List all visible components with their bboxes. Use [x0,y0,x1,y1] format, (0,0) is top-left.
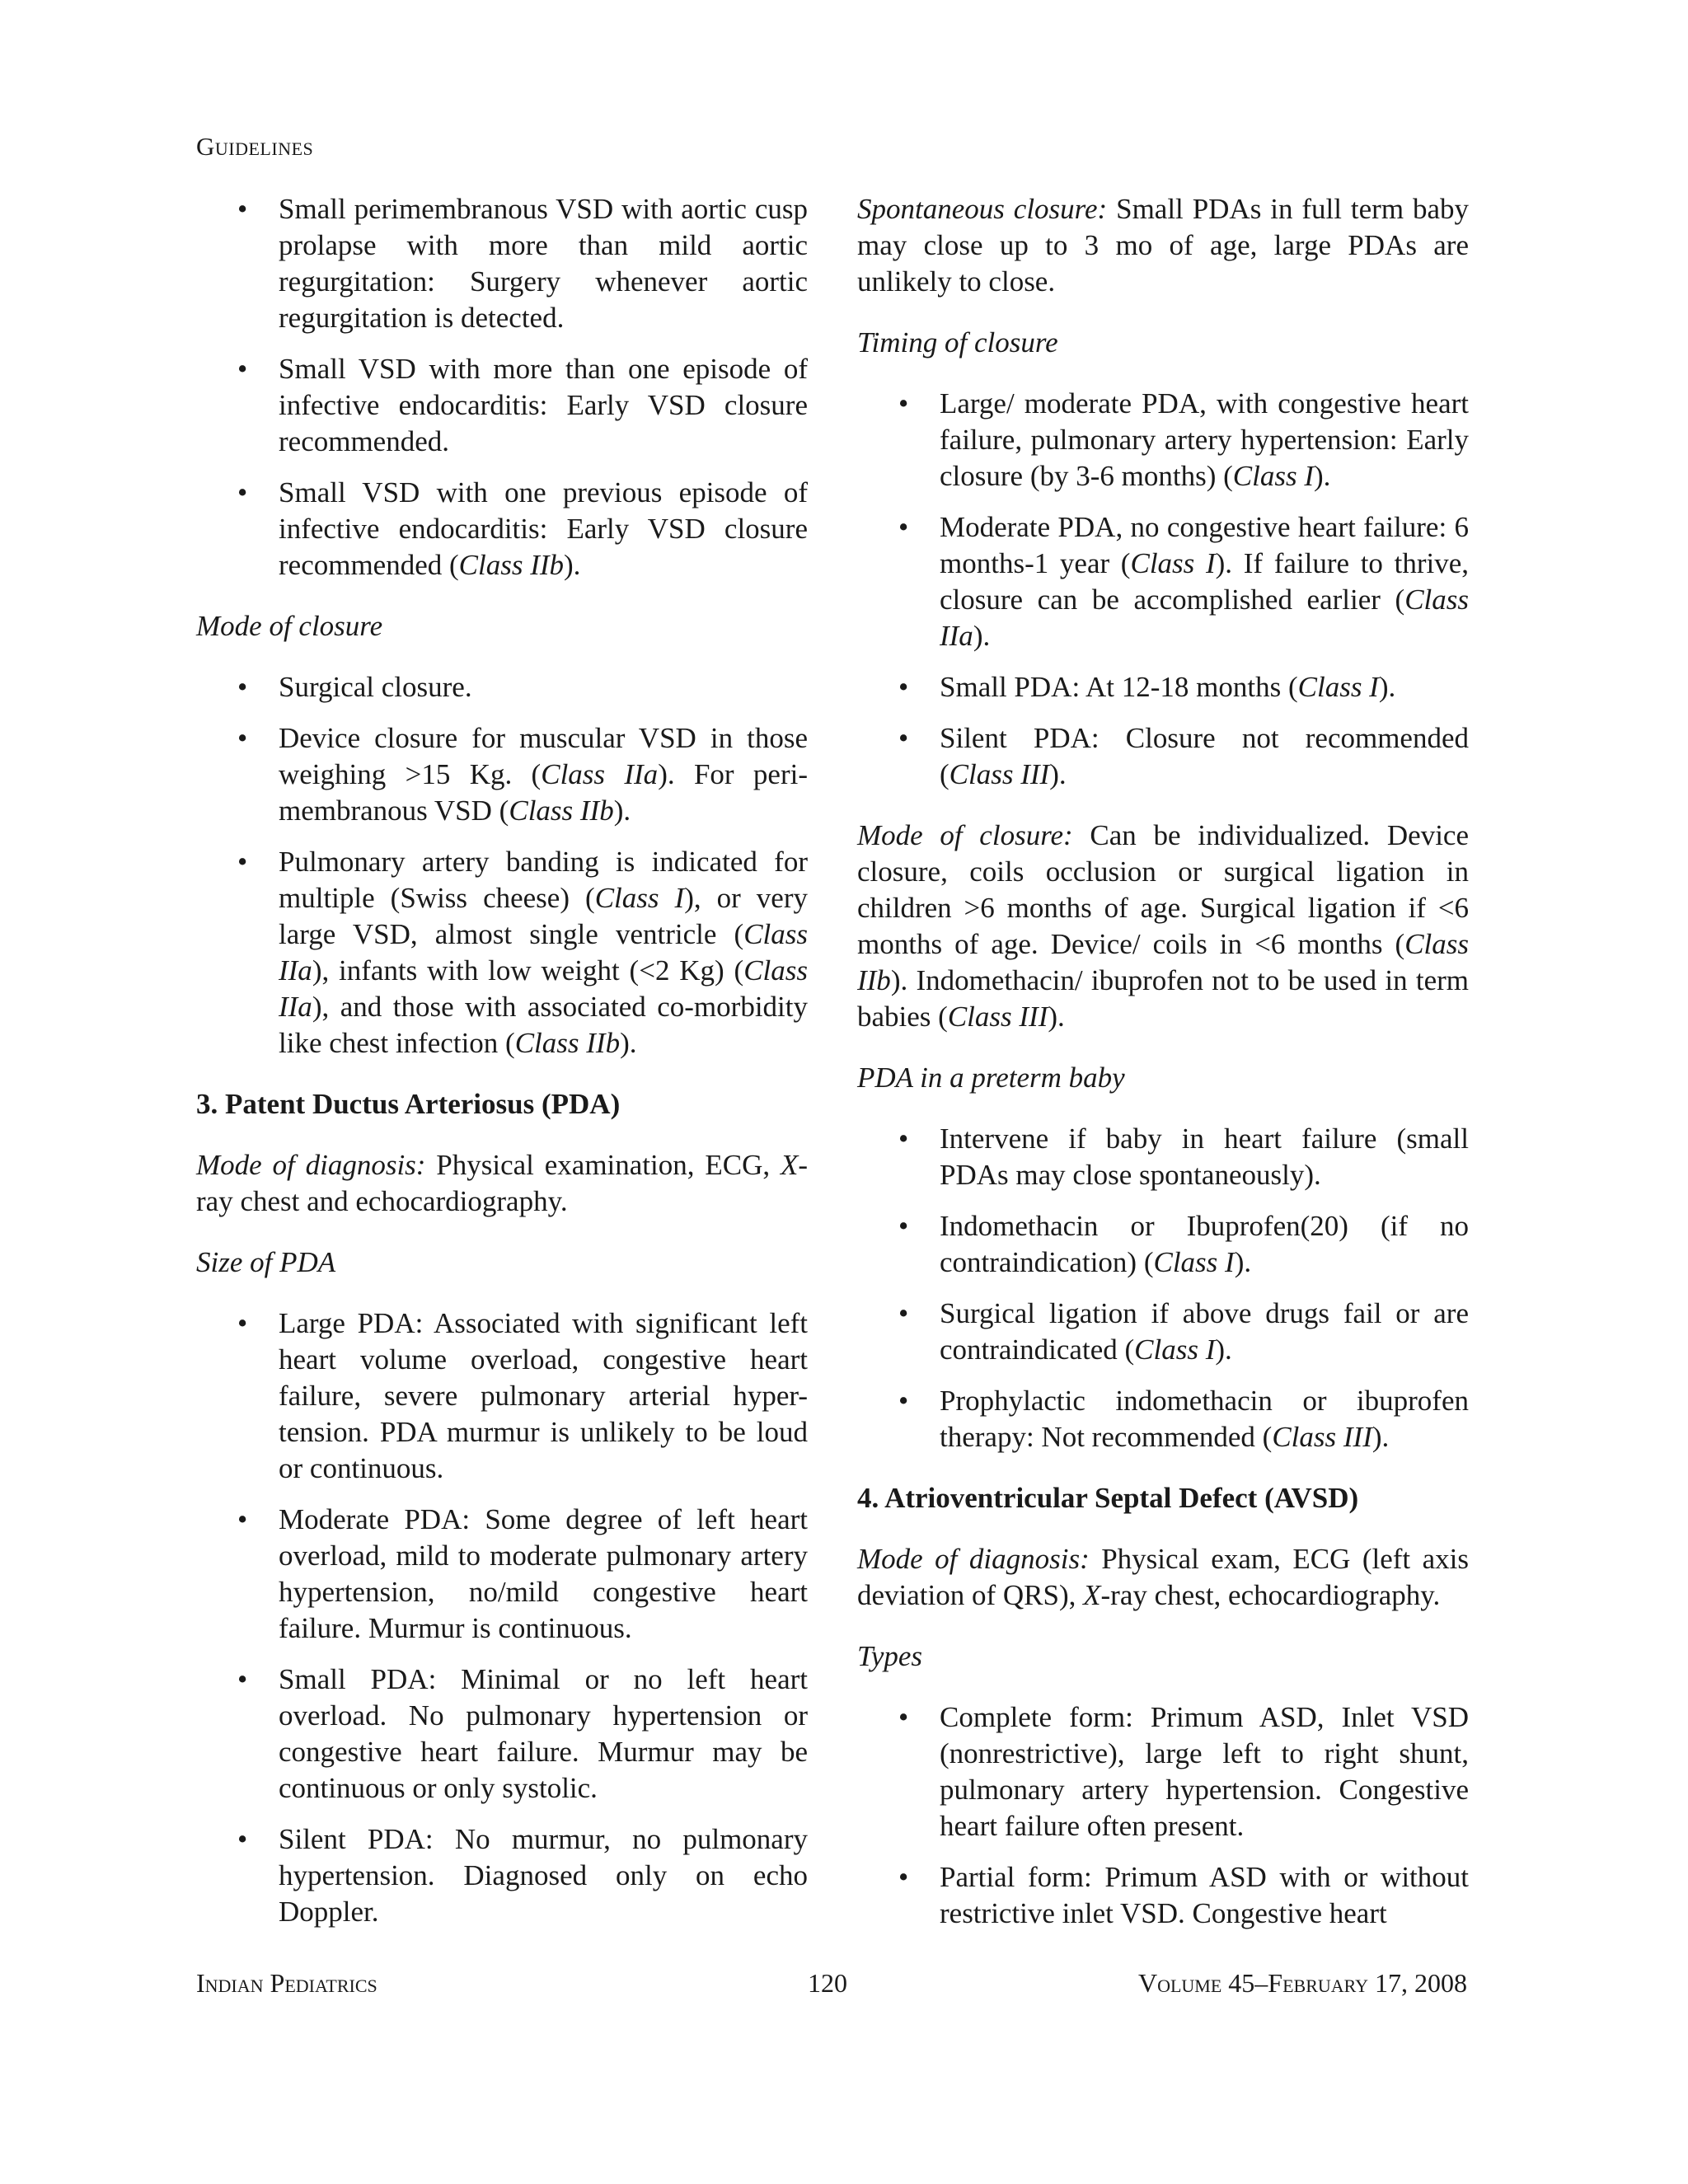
list-item: • Partial form: Primum ASD with or without restrictive inlet VSD. Congestive heart [857,1859,1469,1932]
paragraph-text: Physical exam, ECG (left axis deviation of QRS), [857,1543,1469,1611]
list-item: • Complete form: Primum ASD, Inlet VSD (nonrestrictive), large left to right shunt, pulmonary artery hypertension. Congestive heart failure often present. [857,1699,1469,1844]
item-text: Device closure for muscular VSD in those weighing >15 Kg. ( [279,722,808,790]
item-text: ). If failure to thrive, closure can be accomplished earlier ( [940,547,1470,616]
footer-page-number: 120 [808,1968,847,1998]
item-text: ). [1234,1246,1252,1278]
subheading-timing-of-closure: Timing of closure [857,326,1058,359]
pda-diagnosis-paragraph [196,1147,808,1220]
subheading-types: Types [857,1640,923,1672]
x-letter: X [780,1149,799,1181]
class-label: Class III [1272,1421,1372,1453]
types-bullet-list [857,1699,1469,1932]
item-text: Moderate PDA, no congestive heart failure: 6 months-1 year ( [940,511,1469,579]
run-in-label: Mode of diagnosis: [196,1149,426,1181]
class-label: Class IIa [279,954,808,1023]
footer-journal-name: Indian Pediatrics [196,1968,377,1998]
item-text: ). [1215,1333,1232,1366]
running-head: Guidelines [196,132,314,161]
vsd-bullet-list [196,191,808,583]
timing-bullet-list [857,386,1469,793]
class-label: Class III [947,1001,1048,1033]
size-bullet-list [196,1305,808,1930]
list-item: • Small VSD with more than one episode of infective endocarditis: Early VSD closure recommended. [196,351,808,460]
paragraph-text: ). Indomethacin/ ibuprofen not to be used in term babies ( [857,964,1469,1033]
list-item: • Small PDA: Minimal or no left heart overload. No pulmonary hypertension or congestive heart failure. Murmur may be continuous or only systolic. [196,1661,808,1807]
paragraph-text: Small PDAs in full term baby may close up to 3 mo of age, large PDAs are unlikely to close. [857,193,1469,298]
item-text: Indomethacin or Ibuprofen(20) (if no contraindication) ( [940,1210,1469,1278]
list-item [857,509,1469,654]
item-text: ). [1372,1421,1390,1453]
class-label: Class I [1130,547,1216,579]
list-item: • Surgical closure. [196,669,808,705]
class-label: Class IIa [541,758,659,790]
right-column [857,191,1469,1957]
item-text: Large/ moderate PDA, with congestive heart failure, pulmonary artery hypertension: Early closure (by 3-6 months) ( [940,387,1469,492]
item-text: ), and those with associated co-morbidity like chest infection ( [279,991,808,1059]
item-text: ), or very large VSD, almost single ventricle ( [279,882,808,950]
list-item [857,720,1469,793]
list-item [196,844,808,1062]
list-item [857,386,1469,494]
paragraph-text: -ray chest and echocardiography. [196,1149,808,1217]
run-in-label: Mode of closure: [857,819,1073,851]
class-label: Class I [1153,1246,1235,1278]
class-label: Class I [1297,671,1379,703]
list-item: • Intervene if baby in heart failure (small PDAs may close spontaneously). [857,1121,1469,1193]
class-label: Class I [1232,460,1314,492]
paragraph-text: Physical examination, ECG, [425,1149,781,1181]
avsd-diagnosis-paragraph [857,1541,1469,1614]
list-item [196,475,808,583]
class-label: Class I [1134,1333,1216,1366]
list-item [857,669,1469,705]
section-heading-avsd: 4. Atrioventricular Septal Defect (AVSD) [857,1482,1359,1514]
item-text: ). For peri-membranous VSD ( [279,758,808,827]
list-item [857,1296,1469,1368]
list-item [857,1383,1469,1455]
item-text: Small PDA: At 12-18 months ( [940,671,1298,703]
class-label: Class IIa [279,918,808,987]
list-item: • Large PDA: Associated with significant left heart volume overload, congestive heart failure, severe pulmonary arterial hyper-tension. PDA murmur is unlikely to be loud or continuous. [196,1305,808,1487]
run-in-label: Mode of diagnosis: [857,1543,1090,1575]
left-column [196,191,808,1955]
class-label: Class IIb [857,928,1469,996]
item-text: ). [973,620,991,652]
item-text: ). [1049,758,1067,790]
list-item [196,720,808,829]
list-item: • Moderate PDA: Some degree of left heart overload, mild to moderate pulmonary artery hypertension, no/mild congestive heart failure. Murmur is continuous. [196,1502,808,1647]
subheading-size-of-pda: Size of PDA [196,1246,336,1278]
class-label: Class III [949,758,1050,790]
item-text: Silent PDA: Closure not recommended ( [940,722,1469,790]
class-label: Class I [594,882,685,914]
footer-volume-date: Volume 45–February 17, 2008 [1137,1968,1467,1998]
mode-of-closure-paragraph [857,818,1469,1035]
item-text: ), infants with low weight (<2 Kg) ( [312,954,744,987]
preterm-bullet-list [857,1121,1469,1455]
item-text: ). [613,794,631,827]
item-text: ). [620,1027,637,1059]
paragraph-text: Can be individualized. Device closure, coils occlusion or surgical ligation in children >6 months of age. Surgical ligation if <6 months of age. Device/ coils in <6 months ( [857,819,1469,960]
x-letter: X [1083,1579,1101,1611]
paragraph-text: -ray chest, echocardiography. [1100,1579,1441,1611]
item-text: ). [1313,460,1331,492]
subheading-mode-of-closure: Mode of closure [196,610,383,642]
item-text: ). [1378,671,1396,703]
item-text: Pulmonary artery banding is indicated for multiple (Swiss cheese) ( [279,846,808,914]
class-label: Class IIb [514,1027,621,1059]
class-label: Class IIb [458,549,565,581]
closure-bullet-list [196,669,808,1062]
class-label: Class IIa [940,583,1469,652]
item-text: Small VSD with one previous episode of infective endocarditis: Early VSD closure recommended ( [279,476,808,581]
section-heading-pda: 3. Patent Ductus Arteriosus (PDA) [196,1088,621,1120]
paragraph-text: ). [1048,1001,1065,1033]
class-label: Class IIb [509,794,614,827]
list-item [857,1208,1469,1281]
list-item: • Silent PDA: No murmur, no pulmonary hypertension. Diagnosed only on echo Doppler. [196,1821,808,1930]
list-item: • Small perimembranous VSD with aortic cusp prolapse with more than mild aortic regurgitation: Surgery whenever aortic regurgitation is detected. [196,191,808,336]
item-text: Prophylactic indomethacin or ibuprofen therapy: Not recommended ( [940,1385,1469,1453]
subheading-pda-preterm: PDA in a preterm baby [857,1062,1125,1094]
spontaneous-closure-paragraph [857,191,1469,300]
item-text: Surgical ligation if above drugs fail or are contraindicated ( [940,1297,1469,1366]
item-text: ). [564,549,581,581]
run-in-label: Spontaneous closure: [857,193,1108,225]
